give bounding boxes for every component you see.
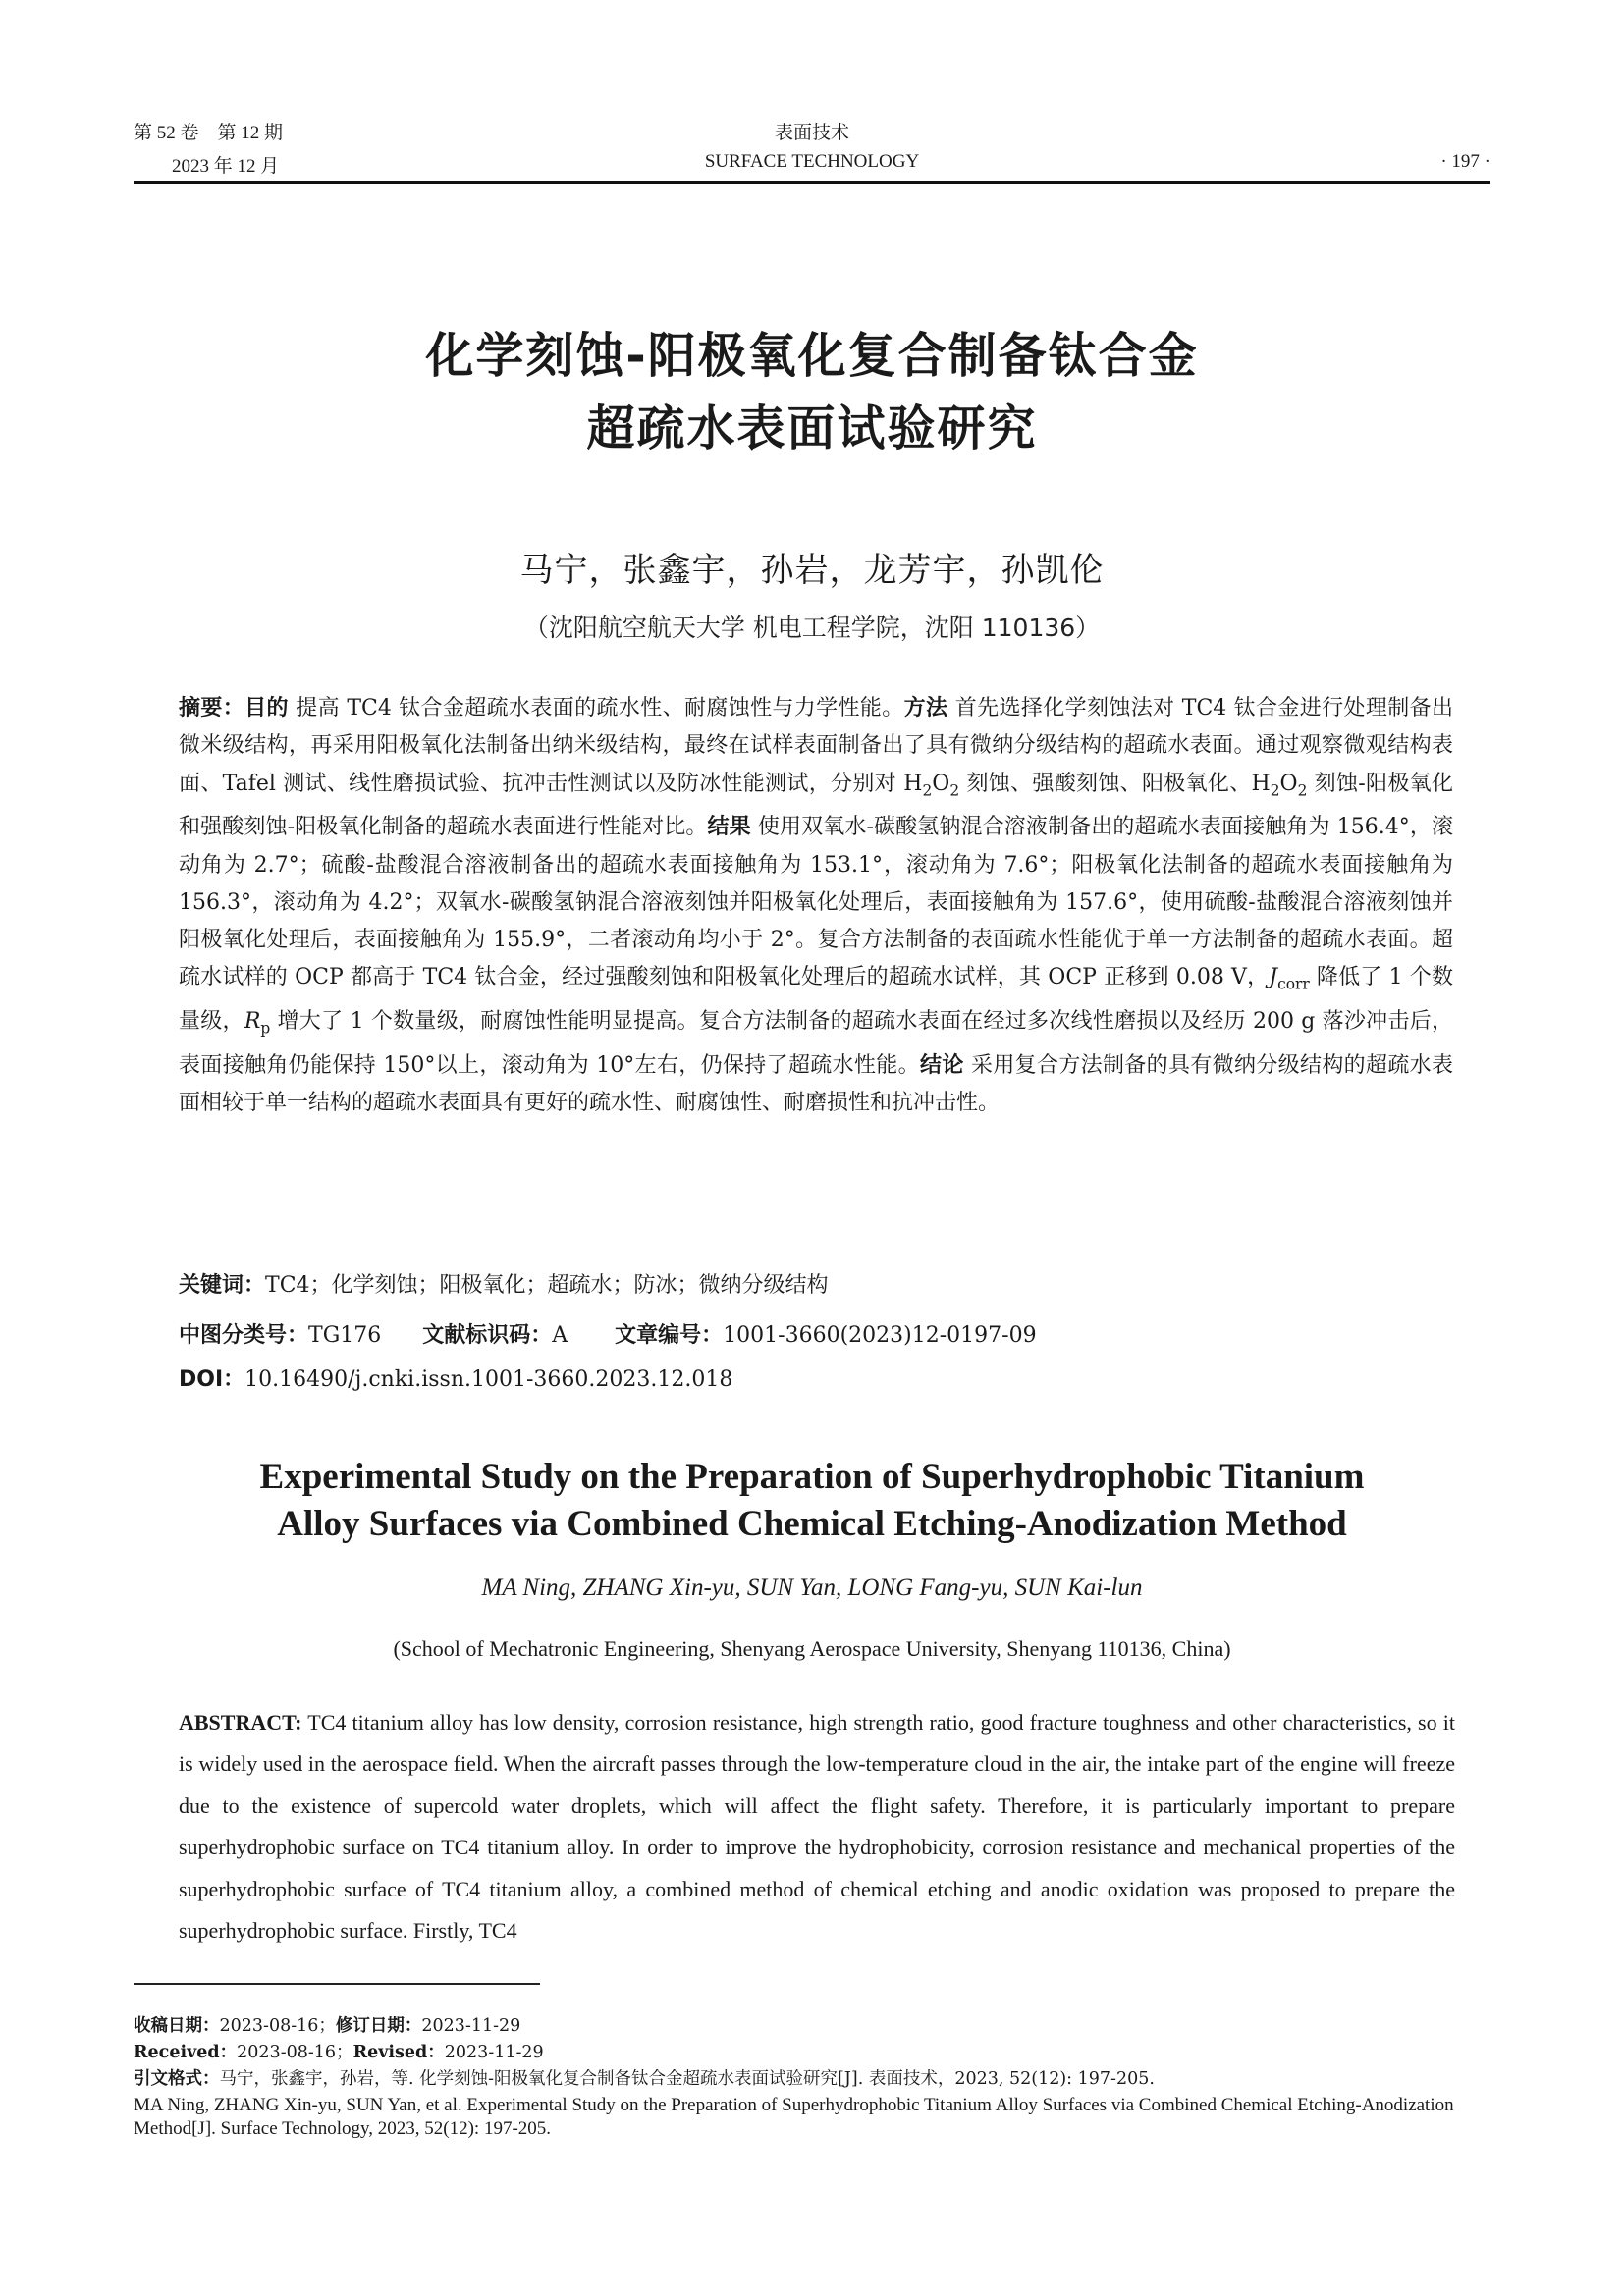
abstract-cn-method: O: [932, 771, 950, 796]
revised-en-label: Revised：: [352, 2043, 445, 2062]
title-cn-line1: 化学刻蚀-阳极氧化复合制备钛合金: [425, 328, 1199, 384]
abstract-cn-subscript: p: [260, 1019, 271, 1038]
affiliation-en: (School of Mechatronic Engineering, Shenyang Aerospace University, Shenyang 110136, China): [393, 1636, 1231, 1661]
title-cn-line2: 超疏水表面试验研究: [586, 400, 1038, 456]
header-rule: [134, 181, 1490, 184]
abstract-cn-purpose: 提高 TC4 钛合金超疏水表面的疏水性、耐腐蚀性与力学性能。: [288, 696, 904, 721]
authors-en: MA Ning, ZHANG Xin-yu, SUN Yan, LONG Fang-yu, SUN Kai-lun: [481, 1575, 1143, 1601]
abstract-en-text: TC4 titanium alloy has low density, corrosion resistance, high strength ratio, good fracture toughness and other characteristics, so it is widely used in the aerospace field. When the aircraft passes through the low-temperature cloud in the air, the intake part of the engine will freeze due to the existence of supercold water droplets, which will affect the flight safety. Therefore, it is particularly important to prepare superhydrophobic surface on TC4 titanium alloy. In order to improve the hydrophobicity, corrosion resistance and mechanical properties of the superhydrophobic surface of TC4 titanium alloy, a combined method of chemical etching and anodic oxidation was proposed to prepare the superhydrophobic surface. Firstly, TC4: [179, 1710, 1455, 1944]
received-en: 2023-08-16；: [237, 2043, 353, 2062]
header-date: 2023 年 12 月: [172, 156, 280, 177]
abstract-cn-conclusion-label: 结论: [919, 1052, 964, 1078]
affiliation-cn: （沈阳航空航天大学 机电工程学院，沈阳 110136）: [523, 614, 1101, 642]
abstract-cn-result: 降低了 1 个数量级，: [179, 965, 1453, 1035]
header-journal-en: SURFACE TECHNOLOGY: [704, 151, 920, 172]
title-cn: [0, 320, 1624, 465]
header-journal-cn: 表面技术: [774, 123, 849, 143]
abstract-cn-method: O: [1279, 771, 1298, 796]
header-page-number: · 197 ·: [1440, 151, 1490, 172]
received-cn: 2023-08-16；: [219, 2016, 336, 2036]
keywords-label: 关键词：: [179, 1273, 266, 1298]
doi: [179, 1362, 732, 1398]
clc-label: 中图分类号：: [179, 1323, 309, 1348]
abstract-cn-subscript: 2: [922, 780, 933, 799]
footnote-dates-cn: [134, 2014, 1498, 2039]
footnote-rule: [134, 1983, 540, 1985]
abstract-cn-symbol-j: J: [1269, 965, 1278, 990]
abstract-cn-subscript: 2: [1270, 780, 1280, 799]
abstract-en: [179, 1702, 1455, 1951]
abstract-cn: [179, 690, 1453, 1122]
abstract-cn-method: 刻蚀-阳极氧化和强酸刻蚀-阳极氧化制备的超疏水表面进行性能对比。: [179, 771, 1453, 840]
abstract-cn-symbol-r: R: [244, 1009, 261, 1035]
revised-cn-label: 修订日期：: [335, 2016, 422, 2036]
doi-label: DOI：: [179, 1367, 245, 1392]
title-en-line1: Experimental Study on the Preparation of Superhydrophobic Titanium: [259, 1457, 1365, 1497]
abstract-cn-label: 摘要：: [179, 696, 245, 721]
abstract-cn-subscript: 2: [949, 780, 960, 799]
doc-code-label: 文献标识码：: [422, 1323, 553, 1348]
doi-value: 10.16490/j.cnki.issn.1001-3660.2023.12.018: [244, 1367, 733, 1392]
citation-cn-text: 马宁，张鑫宇，孙岩，等. 化学刻蚀-阳极氧化复合制备钛合金超疏水表面试验研究[J]. 表面技术，2023, 52(12): 197-205.: [219, 2069, 1155, 2089]
abstract-cn-subscript: corr: [1277, 975, 1310, 993]
abstract-en-label: ABSTRACT:: [179, 1710, 302, 1735]
received-en-label: Received：: [134, 2043, 238, 2062]
classification: [179, 1318, 1037, 1354]
keywords: [179, 1268, 829, 1304]
article-no-value: 1001-3660(2023)12-0197-09: [723, 1323, 1037, 1348]
footnote-dates-en: [134, 2041, 1498, 2065]
abstract-cn-method: 刻蚀、强酸刻蚀、阳极氧化、H: [959, 771, 1271, 796]
keywords-value: TC4；化学刻蚀；阳极氧化；超疏水；防冰；微纳分级结构: [265, 1273, 829, 1298]
doc-code-value: A: [552, 1323, 568, 1348]
abstract-cn-result-label: 结果: [707, 815, 751, 840]
revised-cn: 2023-11-29: [421, 2016, 521, 2036]
title-en: [0, 1454, 1624, 1548]
abstract-cn-result: 增大了 1 个数量级，耐腐蚀性能明显提高。复合方法制备的超疏水表面在经过多次线性磨损以及经历 200 g 落沙冲击后，表面接触角仍能保持 150°以上，滚动角为 10°左右，仍保持了超疏水性能。: [179, 1009, 1453, 1078]
clc-value: TG176: [308, 1323, 382, 1348]
abstract-cn-conclusion: 采用复合方法制备的具有微纳分级结构的超疏水表面相较于单一结构的超疏水表面具有更好的疏水性、耐腐蚀性、耐磨损性和抗冲击性。: [179, 1052, 1453, 1116]
title-en-line2: Alloy Surfaces via Combined Chemical Etching-Anodization Method: [277, 1504, 1347, 1544]
authors-cn: 马宁，张鑫宇，孙岩，龙芳宇，孙凯伦: [519, 551, 1105, 590]
article-no-label: 文章编号：: [615, 1323, 724, 1348]
citation-en: MA Ning, ZHANG Xin-yu, SUN Yan, et al. Experimental Study on the Preparation of Superhydrophobic Titanium Alloy Surfaces via Combined Chemical Etching-Anodization Method[J]. Surface Technology, 2023, 52(12): 197-205.: [134, 2095, 1454, 2139]
citation-cn: [134, 2067, 1498, 2092]
abstract-cn-method: 首先选择化学刻蚀法对 TC4 钛合金进行处理制备出微米级结构，再采用阳极氧化法制备出纳米级结构，最终在试样表面制备出了具有微纳分级结构的超疏水表面。通过观察微观结构表面、Tafel 测试、线性磨损试验、抗冲击性测试以及防冰性能测试，分别对 H: [179, 696, 1453, 796]
abstract-cn-method-label: 方法: [903, 696, 948, 721]
header-volume-issue: 第 52 卷 第 12 期: [134, 123, 284, 143]
citation-cn-label: 引文格式：: [134, 2069, 220, 2089]
abstract-cn-purpose-label: 目的: [244, 696, 289, 721]
abstract-cn-subscript: 2: [1297, 780, 1308, 799]
revised-en: 2023-11-29: [444, 2043, 544, 2062]
received-cn-label: 收稿日期：: [134, 2016, 220, 2036]
abstract-cn-result: 使用双氧水-碳酸氢钠混合溶液制备出的超疏水表面接触角为 156.4°，滚动角为 2.7°；硫酸-盐酸混合溶液制备出的超疏水表面接触角为 153.1°，滚动角为 7.6°；阳极氧化法制备的超疏水表面接触角为 156.3°，滚动角为 4.2°；双氧水-碳酸氢钠混合溶液刻蚀并阳极氧化处理后，表面接触角为 157.6°，使用硫酸-盐酸混合溶液刻蚀并阳极氧化处理后，表面接触角为 155.9°，二者滚动角均小于 2°。复合方法制备的表面疏水性能优于单一方法制备的超疏水表面。超疏水试样的 OCP 都高于 TC4 钛合金，经过强酸刻蚀和阳极氧化处理后的超疏水试样，其 OCP 正移到 0.08 V，: [179, 815, 1453, 990]
